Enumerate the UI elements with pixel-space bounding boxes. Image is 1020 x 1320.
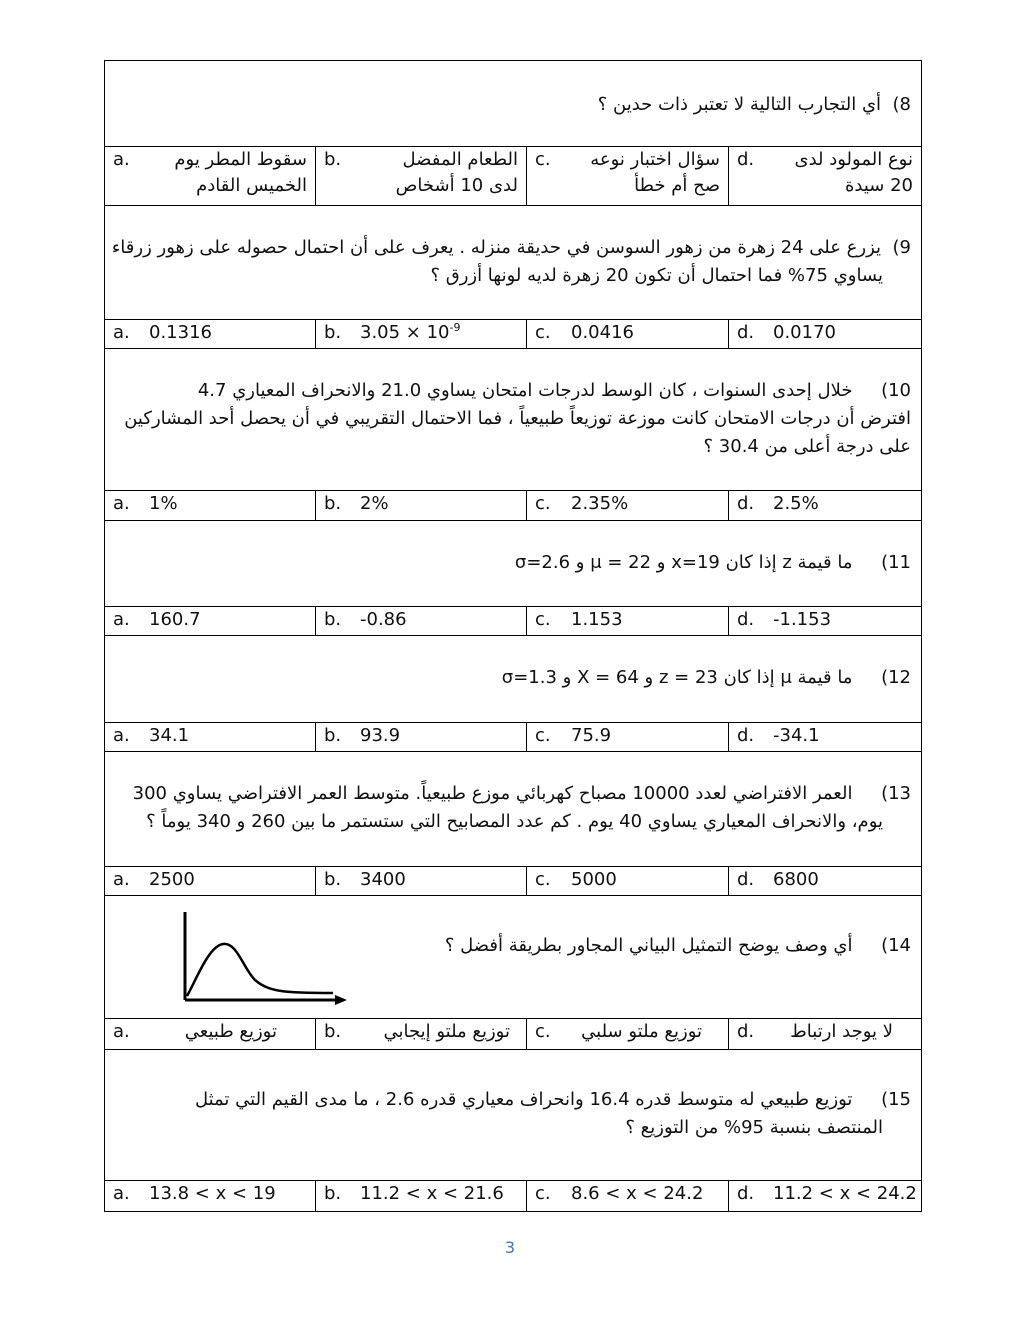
option-b[interactable]: b. 11.2 < x < 21.6: [316, 1181, 527, 1211]
option-d[interactable]: d. نوع المولود لدى 20 سيدة: [737, 149, 913, 196]
option-b[interactable]: b. الطعام المفضل لدى 10 أشخاص: [316, 147, 527, 205]
option-c[interactable]: c. 1.153: [527, 607, 729, 635]
option-b[interactable]: b. $3.05 \times 10^{-9}$: [316, 320, 527, 348]
option-d[interactable]: d. -1.153: [737, 609, 832, 630]
option-c[interactable]: c. توزيع ملتو سلبي: [527, 1019, 729, 1049]
options-15: [105, 1181, 921, 1211]
question-text: 11) ما قيمة z إذا كان x=19 و μ = 22 و σ=2.6: [514, 552, 911, 573]
question-text: يوم، والانحراف المعياري يساوي 40 يوم . كم عدد المصابيح التي ستستمر ما بين 260 و 340 يوماً ؟: [146, 811, 883, 832]
question-text: 10) خلال إحدى السنوات ، كان الوسط لدرجات امتحان يساوي 21.0 والانحراف المعياري 4.7: [197, 380, 911, 401]
option-a[interactable]: a. 34.1: [105, 723, 316, 751]
option-c[interactable]: c. 0.0416: [527, 320, 729, 348]
option-a[interactable]: a. 2500: [105, 867, 316, 895]
skewed-distribution-graph: [175, 908, 355, 1006]
options-11: [105, 607, 921, 636]
option-d[interactable]: d. 2.5%: [737, 493, 819, 514]
option-b[interactable]: b. توزيع ملتو إيجابي: [316, 1019, 527, 1049]
option-b[interactable]: b. -0.86: [316, 607, 527, 635]
question-12: [105, 636, 921, 723]
option-a[interactable]: a. 13.8 < x < 19: [105, 1181, 316, 1211]
option-c[interactable]: c. سؤال اختبار نوعه صح أم خطأ: [527, 147, 729, 205]
question-14: [105, 896, 921, 1019]
question-text: افترض أن درجات الامتحان كانت موزعة توزيعاً طبيعياً ، فما الاحتمال التقريبي في أن يحصل أحد المشاركين: [124, 408, 911, 429]
options-9: [105, 320, 921, 349]
option-c[interactable]: c. 75.9: [527, 723, 729, 751]
option-a[interactable]: a. توزيع طبيعي: [105, 1019, 316, 1049]
question-text: 12) ما قيمة μ إذا كان z = 23 و X = 64 و σ=1.3: [501, 667, 911, 688]
option-d[interactable]: d. 11.2 < x < 24.2: [737, 1183, 917, 1204]
question-15: [105, 1050, 921, 1181]
option-a[interactable]: a. سقوط المطر يوم الخميس القادم: [105, 147, 316, 205]
options-10: [105, 491, 921, 521]
question-10: [105, 349, 921, 491]
options-12: [105, 723, 921, 752]
question-text: يساوي 75% فما احتمال أن تكون 20 زهرة لديه لونها أزرق ؟: [430, 265, 883, 286]
options-14: [105, 1019, 921, 1050]
option-b[interactable]: b. 3400: [316, 867, 527, 895]
option-b[interactable]: b. 93.9: [316, 723, 527, 751]
question-8: [105, 61, 921, 147]
option-d[interactable]: d. -34.1: [737, 725, 820, 746]
options-13: [105, 867, 921, 896]
question-text: 13) العمر الافتراضي لعدد 10000 مصباح كهربائي موزع طبيعياً. متوسط العمر الافتراضي يساوي 300: [132, 783, 911, 804]
option-a[interactable]: a. 1%: [105, 491, 316, 520]
quiz-table: [104, 60, 922, 1212]
option-c[interactable]: c. 2.35%: [527, 491, 729, 520]
option-c[interactable]: c. 8.6 < x < 24.2: [527, 1181, 729, 1211]
question-text: 14) أي وصف يوضح التمثيل البياني المجاور بطريقة أفضل ؟: [444, 935, 911, 956]
question-text: 9) يزرع على 24 زهرة من زهور السوسن في حديقة منزله . يعرف على أن احتمال حصوله على زهور زرقاء: [111, 237, 911, 258]
question-9: [105, 206, 921, 320]
question-13: [105, 752, 921, 867]
page-number: 3: [504, 1238, 516, 1257]
question-text: 8) أي التجارب التالية لا تعتبر ذات حدين ؟: [597, 94, 911, 115]
question-text: على درجة أعلى من 30.4 ؟: [703, 436, 911, 457]
option-a[interactable]: a. 0.1316: [105, 320, 316, 348]
question-11: [105, 521, 921, 607]
option-d[interactable]: d. 0.0170: [737, 322, 836, 343]
options-8: [105, 147, 921, 206]
question-text: المنتصف بنسبة 95% من التوزيع ؟: [625, 1117, 883, 1138]
option-c[interactable]: c. 5000: [527, 867, 729, 895]
option-d[interactable]: d. 6800: [737, 869, 819, 890]
option-a[interactable]: a. 160.7: [105, 607, 316, 635]
option-b[interactable]: b. 2%: [316, 491, 527, 520]
question-text: 15) توزيع طبيعي له متوسط قدره 16.4 وانحراف معياري قدره 2.6 ، ما مدى القيم التي تمثل: [194, 1089, 911, 1110]
option-d[interactable]: d. لا يوجد ارتباط: [737, 1021, 893, 1042]
